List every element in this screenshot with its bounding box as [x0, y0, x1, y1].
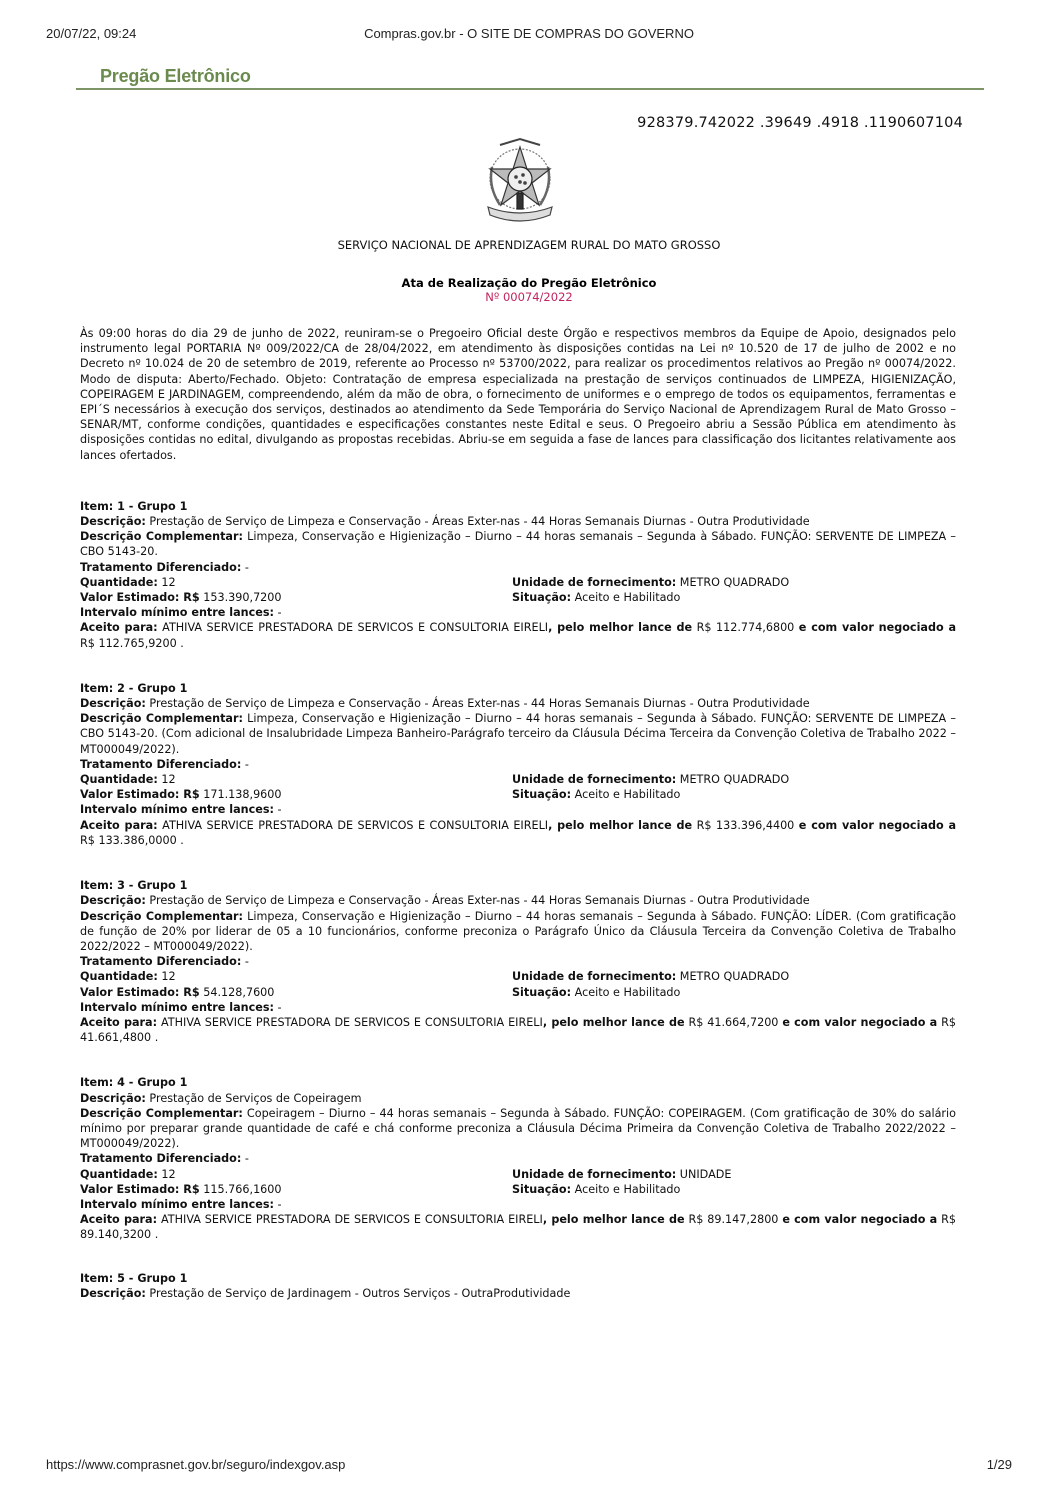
unidade-value: UNIDADE: [679, 1167, 732, 1181]
item-heading: Item: 5 - Grupo 1: [80, 1271, 188, 1285]
intervalo-label: Intervalo mínimo entre lances:: [80, 803, 274, 817]
tratamento-value: -: [244, 757, 249, 771]
valor-estimado-label: Valor Estimado: R$: [80, 1182, 200, 1196]
supplier-name: ATHIVA SERVICE PRESTADORA DE SERVICOS E CONSULTORIA EIRELI: [160, 1015, 543, 1029]
intervalo-value: -: [277, 803, 282, 817]
situacao-label: Situação:: [512, 985, 572, 999]
descricao-complementar-value: Copeiragem – Diurno – 44 horas semanais – Segunda à Sábado. FUNÇÃO: COPEIRAGEM. (Com gratificação de 30% do salário mínimo por preparar grande quantidade de café e chá conforme preconiza a Cláusula Décima Primeira da Convenção Coletiva de Trabalho 2022/2022 – MT000049/2022).: [80, 1106, 956, 1151]
descricao-value: Prestação de Serviços de Copeiragem: [149, 1091, 362, 1105]
acceptance-line: [80, 1015, 956, 1045]
item-block: [80, 878, 956, 1045]
unidade-value: METRO QUADRADO: [679, 773, 790, 787]
intervalo-value: -: [277, 1197, 282, 1211]
melhor-lance-value: R$ 133.396,4400: [696, 818, 795, 832]
quantidade-label: Quantidade:: [80, 575, 158, 589]
descricao-complementar-label: Descrição Complementar:: [80, 712, 243, 726]
item-block: [80, 681, 956, 848]
negociado-value: R$ 112.765,9200 .: [80, 636, 184, 650]
valor-estimado-value: 115.766,1600: [203, 1182, 282, 1196]
negociado-value: R$ 133.386,0000 .: [80, 833, 184, 847]
melhor-lance-value: R$ 112.774,6800: [696, 621, 795, 635]
negociado-value: R$ 41.661,4800 .: [80, 1015, 957, 1045]
print-page-number: 1/29: [986, 1457, 1012, 1472]
descricao-value: Prestação de Serviço de Limpeza e Conservação - Áreas Exter-nas - 44 Horas Semanais Diurnas - Outra Produtividade: [149, 697, 810, 711]
print-site-title: Compras.gov.br - O SITE DE COMPRAS DO GOVERNO: [364, 26, 694, 41]
quantidade-value: 12: [161, 773, 176, 787]
descricao-value: Prestação de Serviço de Jardinagem - Outros Serviços - OutraProdutividade: [149, 1286, 571, 1300]
valor-estimado-value: 171.138,9600: [203, 788, 282, 802]
acceptance-line: [80, 818, 956, 848]
tratamento-label: Tratamento Diferenciado:: [80, 1152, 242, 1166]
quantidade-label: Quantidade:: [80, 773, 158, 787]
items-list: [80, 499, 956, 1243]
unidade-label: Unidade de fornecimento:: [512, 773, 677, 787]
tratamento-label: Tratamento Diferenciado:: [80, 955, 242, 969]
descricao-complementar-label: Descrição Complementar:: [80, 909, 243, 923]
descricao-label: Descrição:: [80, 1091, 146, 1105]
item-heading: Item: 4 - Grupo 1: [80, 1076, 188, 1090]
item-heading: Item: 1 - Grupo 1: [80, 499, 188, 513]
descricao-label: Descrição:: [80, 1286, 146, 1300]
melhor-lance-label: , pelo melhor lance de: [548, 818, 693, 832]
negociado-label: e com valor negociado a: [782, 1213, 938, 1227]
supplier-name: ATHIVA SERVICE PRESTADORA DE SERVICOS E CONSULTORIA EIRELI: [162, 621, 549, 635]
aceito-para-label: Aceito para:: [80, 818, 158, 832]
tratamento-value: -: [244, 560, 249, 574]
acceptance-line: [80, 620, 956, 650]
valor-estimado-value: 153.390,7200: [203, 591, 282, 605]
supplier-name: ATHIVA SERVICE PRESTADORA DE SERVICOS E CONSULTORIA EIRELI: [160, 1213, 543, 1227]
negociado-value: R$ 89.140,3200 .: [80, 1213, 957, 1242]
valor-estimado-label: Valor Estimado: R$: [80, 788, 200, 802]
aceito-para-label: Aceito para:: [80, 1015, 158, 1029]
item-block: [80, 1075, 956, 1242]
melhor-lance-label: , pelo melhor lance de: [542, 1213, 685, 1227]
tratamento-value: -: [244, 955, 249, 969]
item-heading: Item: 2 - Grupo 1: [80, 681, 188, 695]
agency-name: SERVIÇO NACIONAL DE APRENDIZAGEM RURAL DO MATO GROSSO: [337, 238, 721, 252]
descricao-label: Descrição:: [80, 697, 146, 711]
unidade-label: Unidade de fornecimento:: [512, 970, 677, 984]
print-url: https://www.comprasnet.gov.br/seguro/indexgov.asp: [46, 1457, 346, 1472]
situacao-label: Situação:: [512, 1182, 572, 1196]
descricao-complementar-value: Limpeza, Conservação e Higienização – Diurno – 44 horas semanais – Segunda à Sábado. FUNÇÃO: SERVENTE DE LIMPEZA – CBO 5143-20.: [80, 530, 956, 559]
aceito-para-label: Aceito para:: [80, 621, 158, 635]
intervalo-value: -: [277, 1000, 282, 1014]
acceptance-line: [80, 1212, 956, 1242]
tratamento-label: Tratamento Diferenciado:: [80, 560, 242, 574]
unidade-value: METRO QUADRADO: [679, 575, 790, 589]
intervalo-label: Intervalo mínimo entre lances:: [80, 1197, 274, 1211]
document-title: Ata de Realização do Pregão Eletrônico: [401, 276, 657, 290]
brand-divider: [76, 88, 984, 90]
situacao-value: Aceito e Habilitado: [574, 985, 681, 999]
quantidade-label: Quantidade:: [80, 970, 158, 984]
valor-estimado-label: Valor Estimado: R$: [80, 985, 200, 999]
partial-item: [80, 1271, 956, 1301]
descricao-label: Descrição:: [80, 515, 146, 529]
unidade-value: METRO QUADRADO: [679, 970, 790, 984]
melhor-lance-value: R$ 41.664,7200: [688, 1015, 779, 1029]
situacao-label: Situação:: [512, 591, 572, 605]
quantidade-value: 12: [161, 970, 176, 984]
intro-paragraph: Às 09:00 horas do dia 29 de junho de 2022, reuniram-se o Pregoeiro Oficial deste Órgão e respectivos membros da Equipe de Apoio, designados pelo instrumento legal PORTARIA Nº 009/2022/CA de 28/04/2022, em atendimento às disposições contidas na Lei nº 10.520 de 17 de julho de 2002 e no Decreto nº 10.024 de 20 de setembro de 2019, referente ao Processo nº 53700/2022, para realizar os procedimentos relativos ao Pregão nº 00074/2022. Modo de disputa: Aberto/Fechado. Objeto: Contratação de empresa especializada na prestação de serviços continuados de LIMPEZA, HIGIENIZAÇÃO, COPEIRAGEM E JARDINAGEM, compreendendo, além da mão de obra, o fornecimento de uniformes e o emprego de todos os equipamentos, ferramentas e EPI´S necessários à execução dos serviços, destinados ao atendimento da Sede Temporária do Serviço Nacional de Aprendizagem Rural de Mato Grosso – SENAR/MT, conforme condições, quantidades e especificações constantes neste Edital e seus. O Pregoeiro abriu a Sessão Pública em atendimento às disposições contidas no edital, divulgando as propostas recebidas. Abriu-se em seguida a fase de lances para classificação dos licitantes relativamente aos lances ofertados.: [80, 327, 956, 462]
tratamento-value: -: [244, 1152, 249, 1166]
descricao-value: Prestação de Serviço de Limpeza e Conservação - Áreas Exter-nas - 44 Horas Semanais Diurnas - Outra Produtividade: [149, 894, 810, 908]
descricao-complementar-label: Descrição Complementar:: [80, 530, 243, 544]
supplier-name: ATHIVA SERVICE PRESTADORA DE SERVICOS E CONSULTORIA EIRELI: [162, 818, 549, 832]
intervalo-label: Intervalo mínimo entre lances:: [80, 606, 274, 620]
intervalo-value: -: [277, 606, 282, 620]
quantidade-value: 12: [161, 1167, 176, 1181]
situacao-value: Aceito e Habilitado: [574, 1182, 681, 1196]
melhor-lance-label: , pelo melhor lance de: [542, 1015, 685, 1029]
brazil-coat-of-arms-icon: [480, 137, 560, 229]
situacao-value: Aceito e Habilitado: [574, 788, 681, 802]
melhor-lance-label: , pelo melhor lance de: [548, 621, 693, 635]
unidade-label: Unidade de fornecimento:: [512, 1167, 677, 1181]
descricao-complementar-label: Descrição Complementar:: [80, 1106, 243, 1120]
intervalo-label: Intervalo mínimo entre lances:: [80, 1000, 274, 1014]
descricao-value: Prestação de Serviço de Limpeza e Conservação - Áreas Exter-nas - 44 Horas Semanais Diurnas - Outra Produtividade: [149, 515, 810, 529]
print-datetime: 20/07/22, 09:24: [46, 26, 137, 41]
situacao-label: Situação:: [512, 788, 572, 802]
valor-estimado-value: 54.128,7600: [203, 985, 275, 999]
unidade-label: Unidade de fornecimento:: [512, 575, 677, 589]
descricao-complementar-value: Limpeza, Conservação e Higienização – Diurno – 44 horas semanais – Segunda à Sábado. FUNÇÃO: LÍDER. (Com gratificação de função de 20% por liderar de 05 a 10 funcionários, conforme preconiza o Parágrafo Único da Cláusula Terceira da Convenção Coletiva de Trabalho 2022/2022 – MT000049/2022).: [80, 909, 956, 953]
quantidade-label: Quantidade:: [80, 1167, 158, 1181]
tratamento-label: Tratamento Diferenciado:: [80, 757, 242, 771]
aceito-para-label: Aceito para:: [80, 1213, 158, 1227]
item-block: [80, 499, 956, 651]
negociado-label: e com valor negociado a: [798, 818, 957, 832]
negociado-label: e com valor negociado a: [782, 1015, 938, 1029]
negociado-label: e com valor negociado a: [798, 621, 957, 635]
situacao-value: Aceito e Habilitado: [574, 591, 681, 605]
descricao-complementar-value: Limpeza, Conservação e Higienização – Diurno – 44 horas semanais – Segunda à Sábado. FUNÇÃO: SERVENTE DE LIMPEZA – CBO 5143-20. (Com adicional de Insalubridade Limpeza Banheiro-Parágrafo terceiro da Cláusula Décima Terceira da Convenção Coletiva de Trabalho 2022 – MT000049/2022).: [80, 712, 956, 756]
quantidade-value: 12: [161, 575, 176, 589]
item-heading: Item: 3 - Grupo 1: [80, 879, 188, 893]
melhor-lance-value: R$ 89.147,2800: [688, 1213, 779, 1227]
document-number: Nº 00074/2022: [485, 290, 573, 304]
page-brand-title: Pregão Eletrônico: [100, 66, 251, 86]
descricao-label: Descrição:: [80, 894, 146, 908]
valor-estimado-label: Valor Estimado: R$: [80, 591, 200, 605]
document-body: [80, 326, 956, 1331]
control-number: 928379.742022 .39649 .4918 .1190607104: [637, 115, 963, 131]
